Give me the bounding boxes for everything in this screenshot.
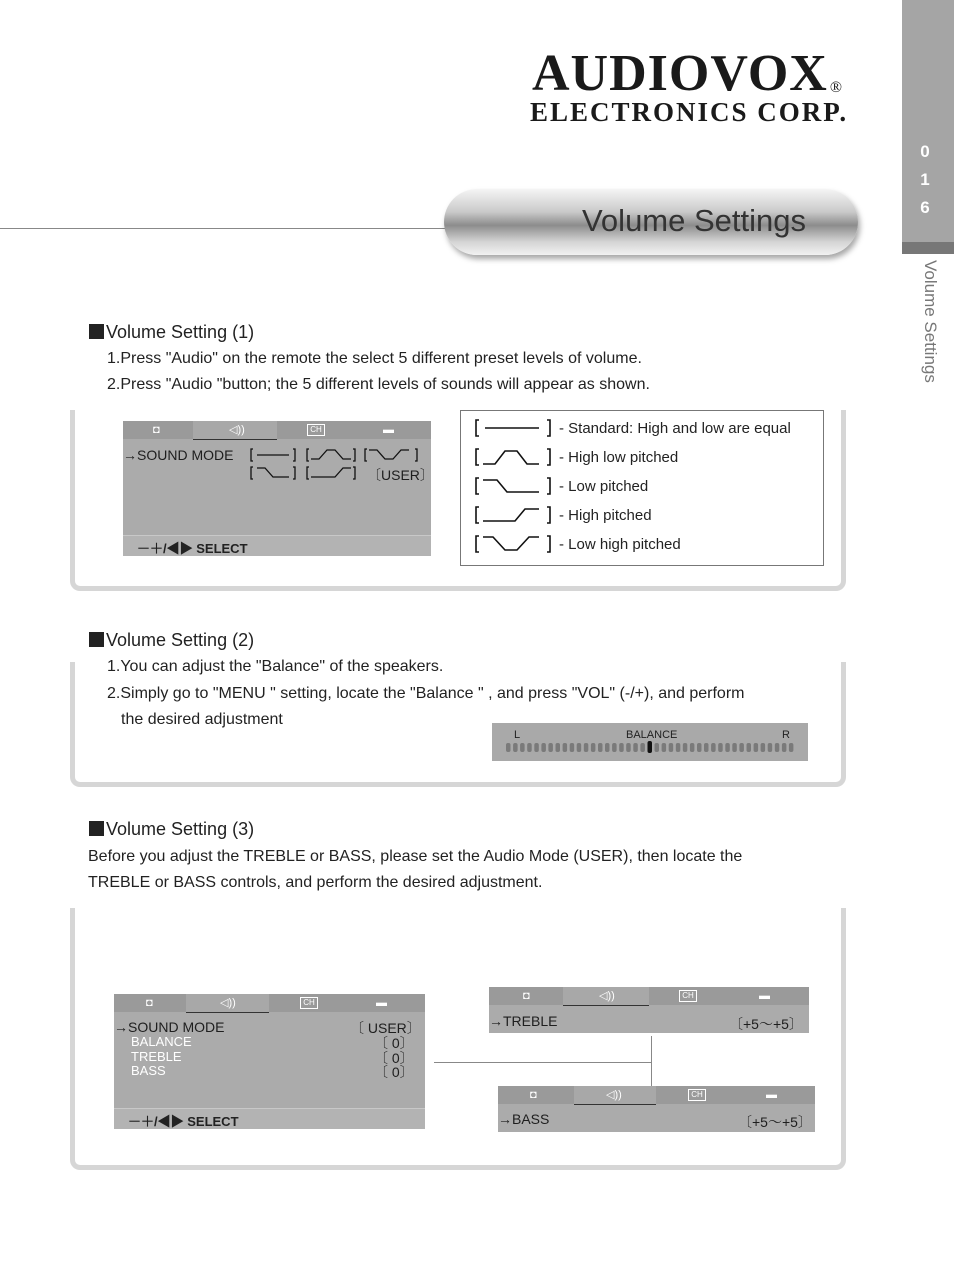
toolbox-icon: ▬	[376, 997, 387, 1009]
title-rule	[0, 228, 450, 229]
balance-tick	[541, 743, 546, 752]
menu-sound-mode[interactable]: →SOUND MODE	[114, 1019, 225, 1035]
user-mode-label: 〔USER〕	[367, 467, 434, 483]
instruction-line: 2.Simply go to "MENU " setting, locate the "Balance " , and press "VOL" (-/+), and perform	[107, 685, 745, 702]
balance-right-label: R	[782, 729, 790, 741]
page-title: Volume Settings	[581, 203, 806, 238]
balance-tick	[725, 743, 730, 752]
balance-tick	[739, 743, 744, 752]
channel-icon: CH	[688, 1089, 706, 1101]
balance-tick	[768, 743, 773, 752]
balance-slider[interactable]	[506, 741, 796, 755]
camera-icon: ◘	[530, 1089, 537, 1101]
audio-menu-osd	[114, 994, 425, 1129]
balance-tick	[697, 743, 702, 752]
balance-tick	[563, 743, 568, 752]
arrow-icon: →	[123, 447, 137, 463]
balance-tick	[577, 743, 582, 752]
sound-mode-osd	[123, 421, 434, 556]
balance-tick	[676, 743, 681, 752]
balance-tick	[718, 743, 723, 752]
page-digit: 1	[920, 170, 930, 189]
menu-balance-value: 〔 0〕	[374, 1035, 414, 1051]
osd-footer: －＋/◀▶ SELECT	[123, 535, 431, 556]
menu-bass-value: 〔 0〕	[374, 1064, 414, 1080]
arrow-icon: →	[498, 1111, 512, 1127]
section-heading: Volume Setting (3)	[89, 819, 254, 840]
page-digit: 6	[920, 198, 930, 217]
balance-tick	[747, 743, 752, 752]
balance-tick	[584, 743, 589, 752]
balance-tick	[690, 743, 695, 752]
high-curve-icon	[473, 504, 553, 526]
menu-treble[interactable]: TREBLE	[131, 1049, 182, 1064]
registered-mark: ®	[829, 79, 844, 96]
balance-tick	[704, 743, 709, 752]
osd-tab-bar	[489, 987, 809, 1005]
speaker-icon: ◁))	[599, 990, 615, 1002]
instruction-line: 2.Press "Audio "button; the 5 different levels of sounds will appear as shown.	[107, 376, 650, 393]
balance-tick	[556, 743, 561, 752]
menu-balance[interactable]: BALANCE	[131, 1034, 192, 1049]
section-heading: Volume Setting (1)	[89, 322, 254, 343]
osd-tab-bar	[123, 421, 431, 439]
logo-text-bottom: ELECTRONICS CORP.	[530, 97, 849, 127]
bullet-square-icon	[89, 324, 104, 339]
low-curve-icon	[473, 475, 553, 497]
speaker-icon: ◁))	[606, 1089, 622, 1101]
toolbox-icon: ▬	[383, 424, 394, 436]
balance-osd	[492, 723, 808, 761]
balance-tick	[598, 743, 603, 752]
menu-bass[interactable]: BASS	[131, 1063, 166, 1078]
connector-line	[434, 1062, 651, 1063]
low-high-curve-icon	[473, 533, 553, 555]
balance-tick	[513, 743, 518, 752]
osd-tab-bar	[498, 1086, 815, 1104]
menu-sound-mode-value: 〔 USER〕	[350, 1020, 421, 1036]
balance-tick	[711, 743, 716, 752]
balance-tick	[619, 743, 624, 752]
bass-label: →BASS	[498, 1111, 550, 1127]
instruction-line: the desired adjustment	[121, 711, 283, 728]
balance-left-label: L	[514, 729, 521, 741]
balance-tick	[669, 743, 674, 752]
balance-tick	[662, 743, 667, 752]
toolbox-icon: ▬	[766, 1089, 777, 1101]
instruction-line: 1.You can adjust the "Balance" of the speakers.	[107, 658, 444, 675]
camera-icon: ◘	[146, 997, 153, 1009]
balance-tick	[605, 743, 610, 752]
camera-icon: ◘	[153, 424, 160, 436]
balance-tick	[633, 743, 638, 752]
treble-value: 〔+5〜+5〕	[729, 1016, 803, 1032]
standard-curve-icon	[473, 417, 553, 439]
balance-tick	[775, 743, 780, 752]
balance-tick	[626, 743, 631, 752]
balance-tick	[782, 743, 787, 752]
balance-tick	[506, 743, 511, 752]
side-label: Volume Settings	[921, 260, 940, 383]
balance-tick	[655, 743, 660, 752]
balance-tick	[570, 743, 575, 752]
balance-tick	[520, 743, 525, 752]
logo-text-top: AUDIOVOX	[532, 45, 828, 102]
balance-tick	[683, 743, 688, 752]
balance-tick	[534, 743, 539, 752]
speaker-icon: ◁))	[229, 424, 245, 436]
balance-tick	[732, 743, 737, 752]
balance-tick	[591, 743, 596, 752]
arrow-icon: →	[114, 1019, 128, 1035]
channel-icon: CH	[300, 997, 318, 1009]
section-heading: Volume Setting (2)	[89, 630, 254, 651]
brand-logo	[532, 45, 844, 102]
balance-tick	[789, 743, 794, 752]
osd-footer: －＋/◀▶ SELECT	[114, 1108, 425, 1129]
instruction-line: 1.Press "Audio" on the remote the select 5 different preset levels of volume.	[107, 350, 642, 367]
sound-mode-label: →SOUND MODE	[123, 447, 234, 463]
instruction-line: Before you adjust the TREBLE or BASS, please set the Audio Mode (USER), then locate the	[88, 848, 743, 865]
side-tab-marker	[902, 242, 954, 254]
bass-osd	[498, 1086, 815, 1132]
bullet-square-icon	[89, 821, 104, 836]
treble-label: →TREBLE	[489, 1013, 558, 1029]
balance-tick	[761, 743, 766, 752]
menu-treble-value: 〔 0〕	[374, 1050, 414, 1066]
instruction-line: TREBLE or BASS controls, and perform the desired adjustment.	[88, 874, 543, 891]
high-low-curve-icon	[473, 446, 553, 468]
osd-tab-bar	[114, 994, 425, 1012]
balance-tick	[527, 743, 532, 752]
channel-icon: CH	[679, 990, 697, 1002]
treble-osd	[489, 987, 809, 1033]
speaker-icon: ◁))	[220, 997, 236, 1009]
page-digit: 0	[920, 142, 930, 161]
balance-indicator	[648, 741, 653, 753]
bullet-square-icon	[89, 632, 104, 647]
balance-tick	[548, 743, 553, 752]
balance-tick	[612, 743, 617, 752]
connector-line	[651, 1036, 652, 1086]
channel-icon: CH	[307, 424, 325, 436]
toolbox-icon: ▬	[759, 990, 770, 1002]
bass-value: 〔+5〜+5〕	[738, 1114, 812, 1130]
balance-tick	[640, 743, 645, 752]
balance-tick	[754, 743, 759, 752]
arrow-icon: →	[489, 1013, 503, 1029]
page-number	[902, 138, 948, 222]
sound-mode-legend: - Standard: High and low are equal - High low pitched - Low pitched - High pitched - Low high pitched	[460, 410, 824, 566]
balance-label: BALANCE	[626, 729, 678, 741]
camera-icon: ◘	[523, 990, 530, 1002]
